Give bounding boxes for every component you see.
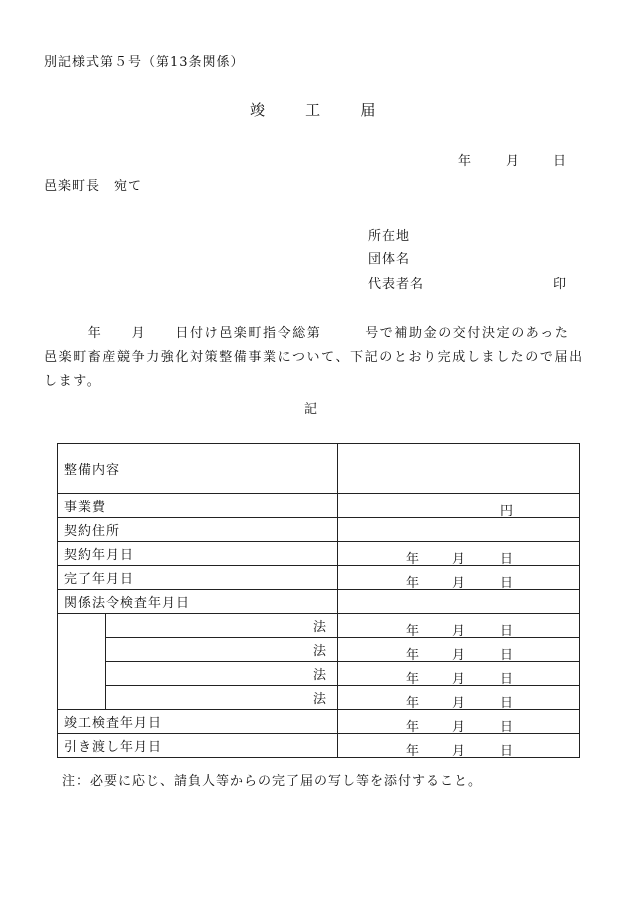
address-label: 所在地 [368,229,411,244]
month-unit: 月 [452,552,467,567]
handover-date-label: 引き渡し年月日 [58,734,338,758]
title-char-1: 竣 [250,101,266,119]
completion-table [57,443,580,758]
title-char-3: 届 [360,101,376,119]
month-unit: 月 [452,696,467,711]
yen-unit: 円 [500,504,515,519]
table-row [58,710,580,734]
ki-heading: 記 [304,402,318,417]
year-unit: 年 [406,720,421,735]
year-unit: 年 [406,552,421,567]
day-unit: 日 [500,552,515,567]
law-label: 法 [106,614,338,638]
footnote: 注：必要に応じ、請負人等からの完了届の写し等を添付すること。 [62,774,483,789]
month-unit: 月 [452,720,467,735]
year-unit: 年 [406,648,421,663]
year-unit: 年 [406,696,421,711]
indent-cell [58,614,106,638]
completion-date-label: 完了年月日 [58,566,338,590]
completion-inspection-label: 竣工検査年月日 [58,710,338,734]
contract-date-label: 契約年月日 [58,542,338,566]
cost-label: 事業費 [58,494,338,518]
seal-mark: 印 [553,277,567,292]
indent-cell [58,686,106,710]
day-unit: 日 [500,744,515,759]
law-date-value [338,662,580,686]
law-inspection-label: 関係法令検査年月日 [58,590,338,614]
org-label: 団体名 [368,252,411,267]
day-unit: 日 [500,720,515,735]
law-date-value [338,638,580,662]
day-unit: 日 [500,624,515,639]
table-row [58,662,580,686]
month-unit: 月 [452,672,467,687]
table-row [58,542,580,566]
year-unit: 年 [406,672,421,687]
table-row [58,734,580,758]
date-month: 月 [506,154,520,169]
law-label: 法 [106,638,338,662]
law-date-value [338,686,580,710]
document-title [250,103,375,118]
law-date-value [338,614,580,638]
date-day: 日 [553,154,567,169]
contract-date-value [338,542,580,566]
form-number: 別記様式第５号（第13条関係） [44,55,245,70]
contract-address-label: 契約住所 [58,518,338,542]
addressee: 邑楽町長 宛て [44,179,143,194]
table-row [58,566,580,590]
law-inspection-value [338,590,580,614]
title-char-2: 工 [305,101,321,119]
month-unit: 月 [452,624,467,639]
maintenance-value [338,444,580,494]
day-unit: 日 [500,648,515,663]
day-unit: 日 [500,576,515,591]
year-unit: 年 [406,624,421,639]
law-label: 法 [106,686,338,710]
year-unit: 年 [406,744,421,759]
year-unit: 年 [406,576,421,591]
table-row [58,590,580,614]
month-unit: 月 [452,744,467,759]
cost-value [338,494,580,518]
table-row [58,614,580,638]
completion-inspection-value [338,710,580,734]
maintenance-label: 整備内容 [58,444,338,494]
month-unit: 月 [452,648,467,663]
indent-cell [58,662,106,686]
table-row [58,518,580,542]
month-unit: 月 [452,576,467,591]
day-unit: 日 [500,696,515,711]
law-label: 法 [106,662,338,686]
table-row [58,638,580,662]
completion-date-value [338,566,580,590]
body-paragraph: 年 月 日付け邑楽町指令総第 号で補助金の交付決定のあった邑楽町畜産競争力強化対策整備事業について、下記のとおり完成しましたので届出します。 [44,326,584,389]
handover-date-value [338,734,580,758]
indent-cell [58,638,106,662]
day-unit: 日 [500,672,515,687]
table-row [58,686,580,710]
table-row [58,444,580,494]
table-row [58,494,580,518]
date-year: 年 [458,154,472,169]
rep-label: 代表者名 [368,277,425,292]
contract-address-value [338,518,580,542]
